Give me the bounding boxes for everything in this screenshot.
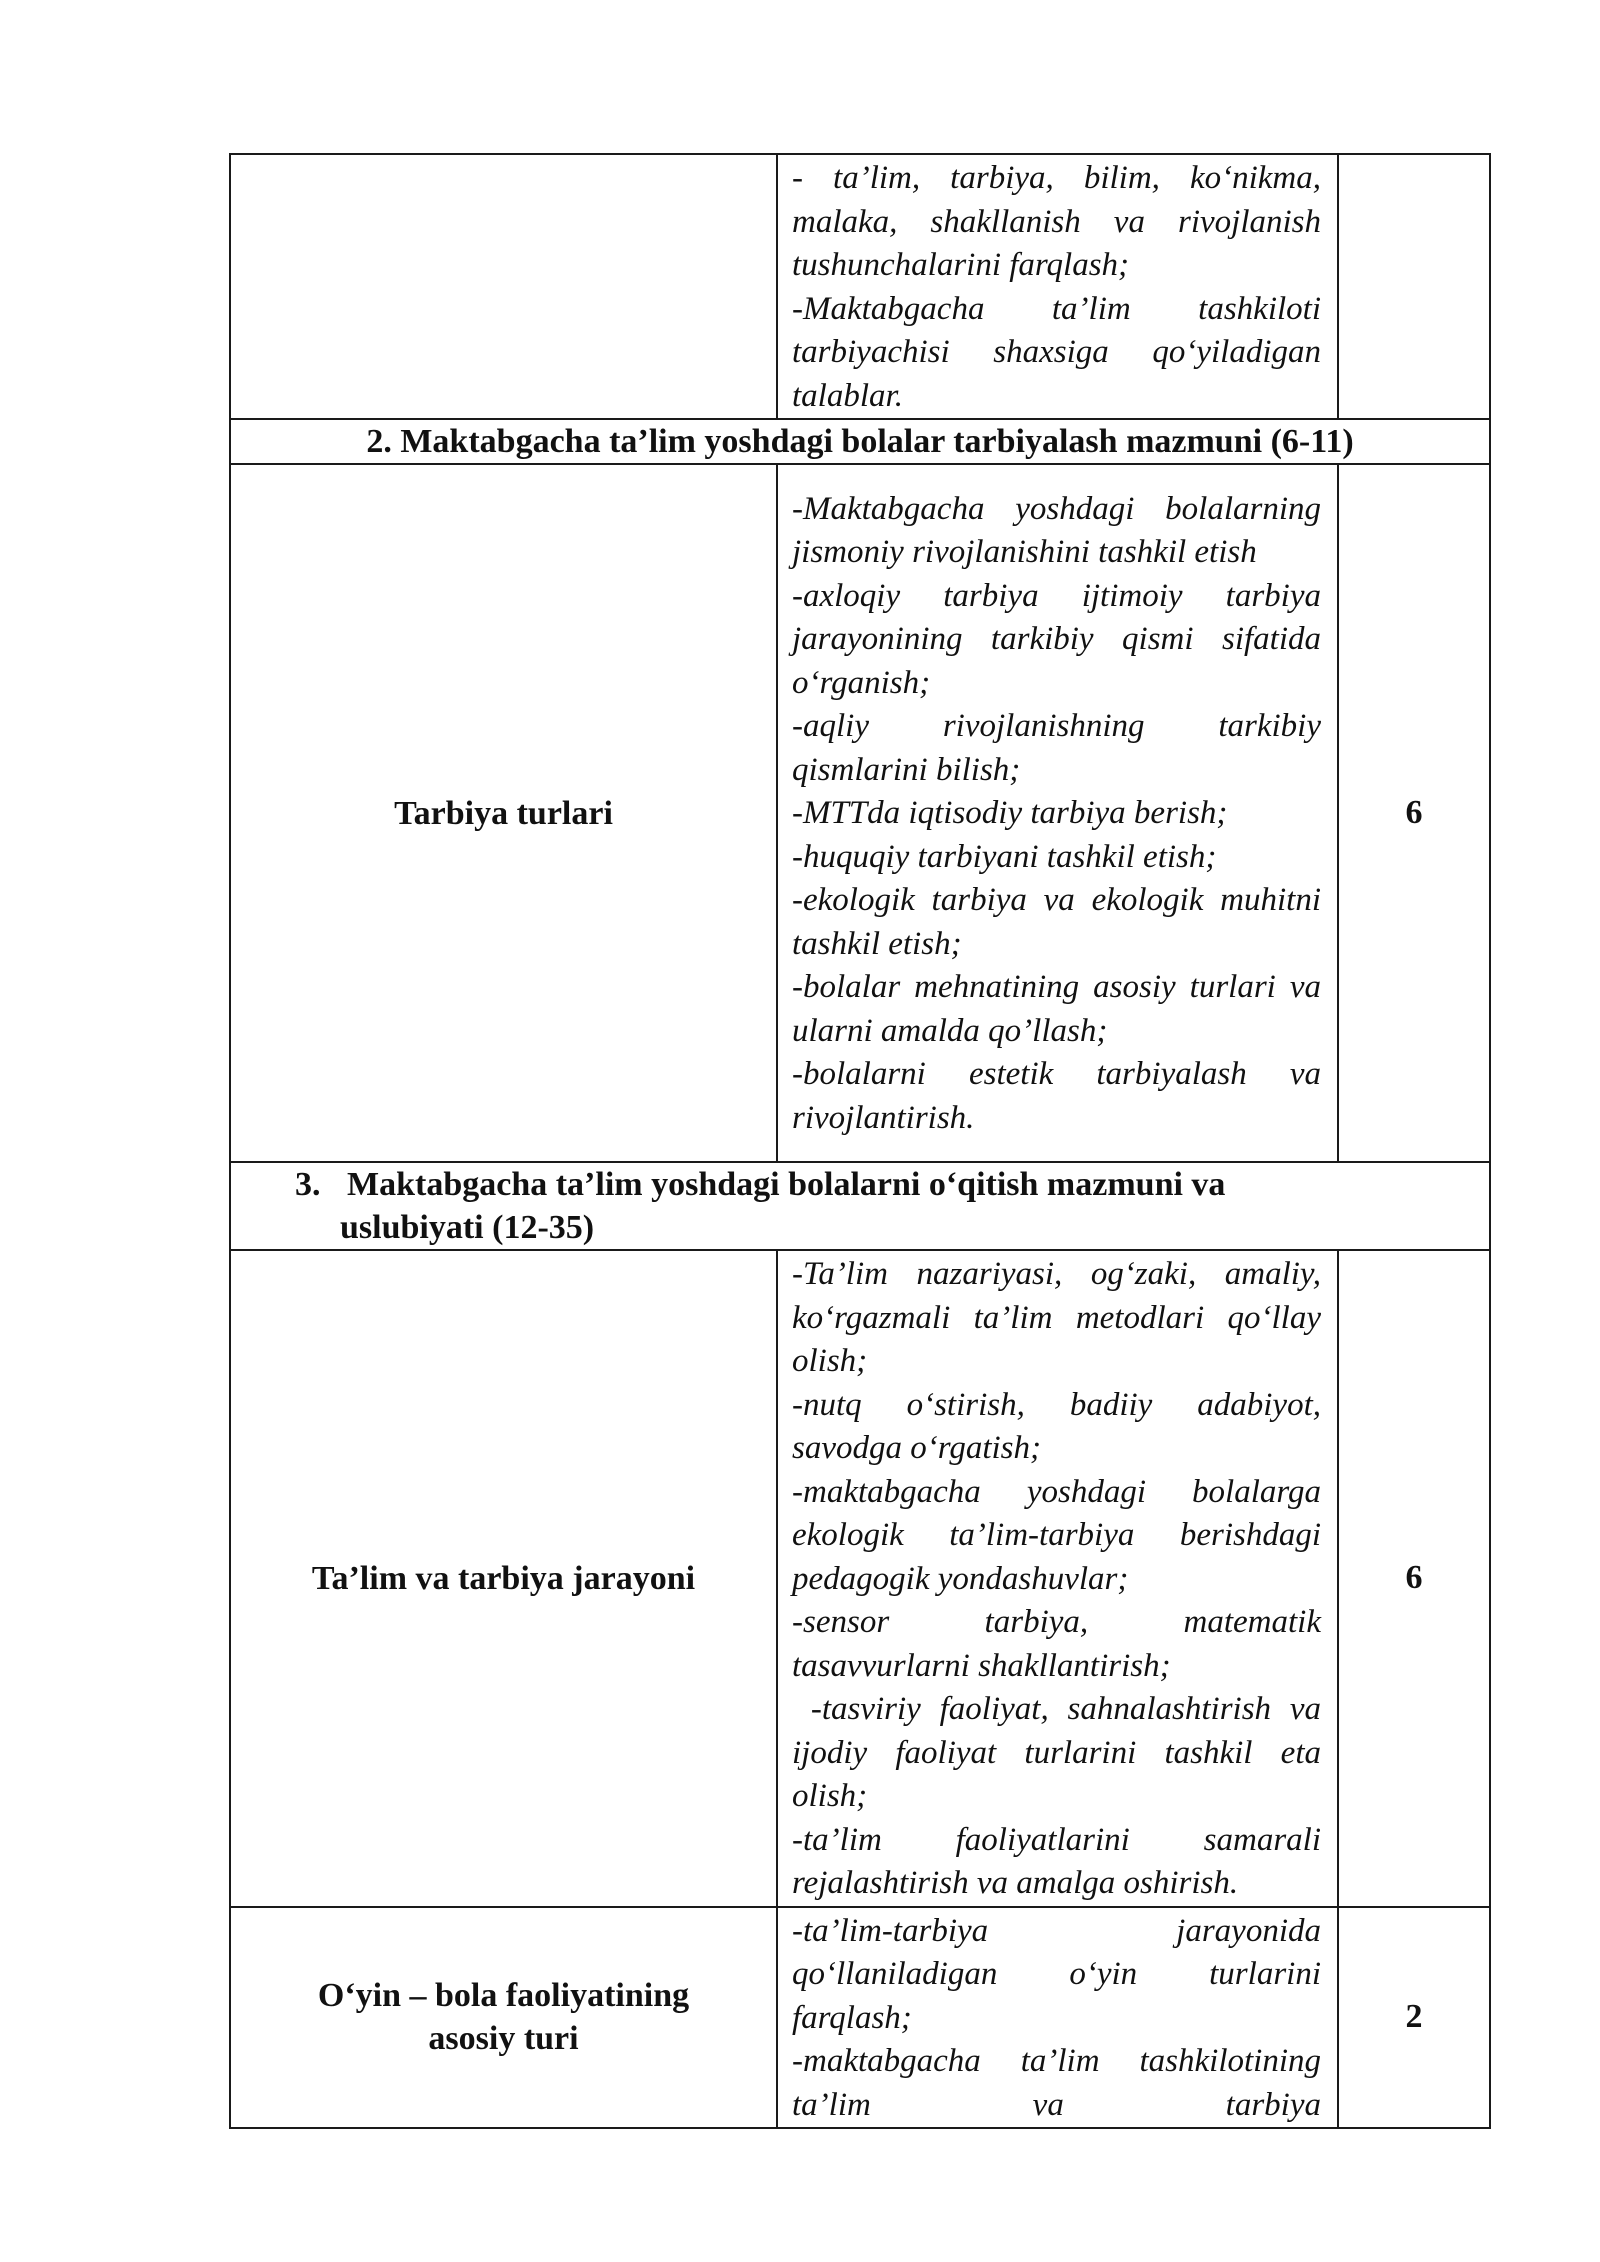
table-row — [230, 154, 1490, 419]
section-title-line1: Maktabgacha ta’lim yoshdagi bolalarni o‘qitish mazmuni va — [347, 1166, 1226, 1203]
section-title-line2: uslubiyati (12-35) — [340, 1209, 595, 1246]
topic-cell-empty — [230, 154, 777, 419]
description-line: - ta’lim, tarbiya, bilim, ko‘nikma, malaka, shakllanish va rivojlanish tushunchalarini farqlash; — [792, 160, 1321, 283]
description-line: -Maktabgacha ta’lim tashkiloti tarbiyachisi shaxsiga qo‘yiladigan talablar. — [792, 290, 1321, 414]
section-3-header — [230, 1162, 1490, 1250]
description-cell — [777, 1907, 1338, 2129]
description-line: -maktabgacha ta’lim tashkilotining ta’lim va tarbiya — [792, 2043, 1321, 2123]
description-line: -aqliy rivojlanishning tarkibiy qismlarini bilish; — [792, 708, 1321, 788]
hours-cell — [1338, 464, 1490, 1162]
description-cell — [777, 154, 1338, 419]
description-line: -sensor tarbiya, matematik tasavvurlarni shakllantirish; — [792, 1604, 1321, 1684]
description-cell — [777, 464, 1338, 1162]
table-row — [230, 1907, 1490, 2129]
description-line: -ekologik tarbiya va ekologik muhitni tashkil etish; — [792, 882, 1321, 962]
description-line: -bolalarni estetik tarbiyalash va rivojlantirish. — [792, 1056, 1321, 1136]
hours-cell — [1338, 1250, 1490, 1907]
topic-cell — [230, 1907, 777, 2129]
description-line: -Maktabgacha yoshdagi bolalarning jismoniy rivojlanishini tashkil etish — [792, 490, 1321, 571]
syllabus-table — [229, 153, 1491, 2129]
description-line: -bolalar mehnatining asosiy turlari va ularni amalda qo’llash; — [792, 969, 1321, 1049]
section-title: Maktabgacha ta’lim yoshdagi bolalar tarbiyalash mazmuni (6-11) — [400, 423, 1354, 460]
hours-cell-empty — [1338, 154, 1490, 419]
description-line: -maktabgacha yoshdagi bolalarga ekologik ta’lim-tarbiya berishdagi pedagogik yondashuvlar; — [792, 1473, 1321, 1597]
description-line: -ta’lim-tarbiya jarayonida qo‘llaniladigan o‘yin turlarini farqlash; — [792, 1912, 1321, 2036]
section-header-row — [230, 1162, 1490, 1250]
table-row — [230, 464, 1490, 1162]
hours-value: 6 — [1405, 1559, 1423, 1597]
description-line: -MTTda iqtisodiy tarbiya berish; — [792, 795, 1228, 832]
section-header-row — [230, 419, 1490, 464]
section-number: 2. — [366, 423, 392, 460]
description-line: -nutq o‘stirish, badiiy adabiyot, savodga o‘rgatish; — [792, 1386, 1321, 1466]
description-line: -axloqiy tarbiya ijtimoiy tarbiya jarayonining tarkibiy qismi sifatida o‘rganish; — [792, 577, 1321, 701]
description-line: -Ta’lim nazariyasi, og‘zaki, amaliy, ko‘rgazmali ta’lim metodlari qo‘llay olish; — [792, 1256, 1321, 1379]
description-line: -tasviriy faoliyat, sahnalashtirish va ijodiy faoliyat turlarini tashkil eta olish; — [792, 1691, 1330, 1814]
hours-value: 2 — [1405, 1998, 1423, 2036]
topic-cell — [230, 464, 777, 1162]
hours-cell — [1338, 1907, 1490, 2129]
topic-title-line2: asosiy turi — [428, 2020, 579, 2058]
description-cell — [777, 1250, 1338, 1907]
table-row — [230, 1250, 1490, 1907]
topic-title-line1: O‘yin – bola faoliyatining — [317, 1977, 690, 2015]
section-number: 3. — [295, 1166, 321, 1203]
section-2-header — [230, 419, 1490, 464]
description-line: -huquqiy tarbiyani tashkil etish; — [792, 838, 1217, 875]
topic-title: Tarbiya turlari — [394, 794, 613, 832]
hours-value: 6 — [1405, 794, 1423, 831]
topic-title: Ta’lim va tarbiya jarayoni — [311, 1559, 696, 1597]
topic-cell — [230, 1250, 777, 1907]
description-line: -ta’lim faoliyatlarini samarali rejalashtirish va amalga oshirish. — [792, 1821, 1321, 1901]
